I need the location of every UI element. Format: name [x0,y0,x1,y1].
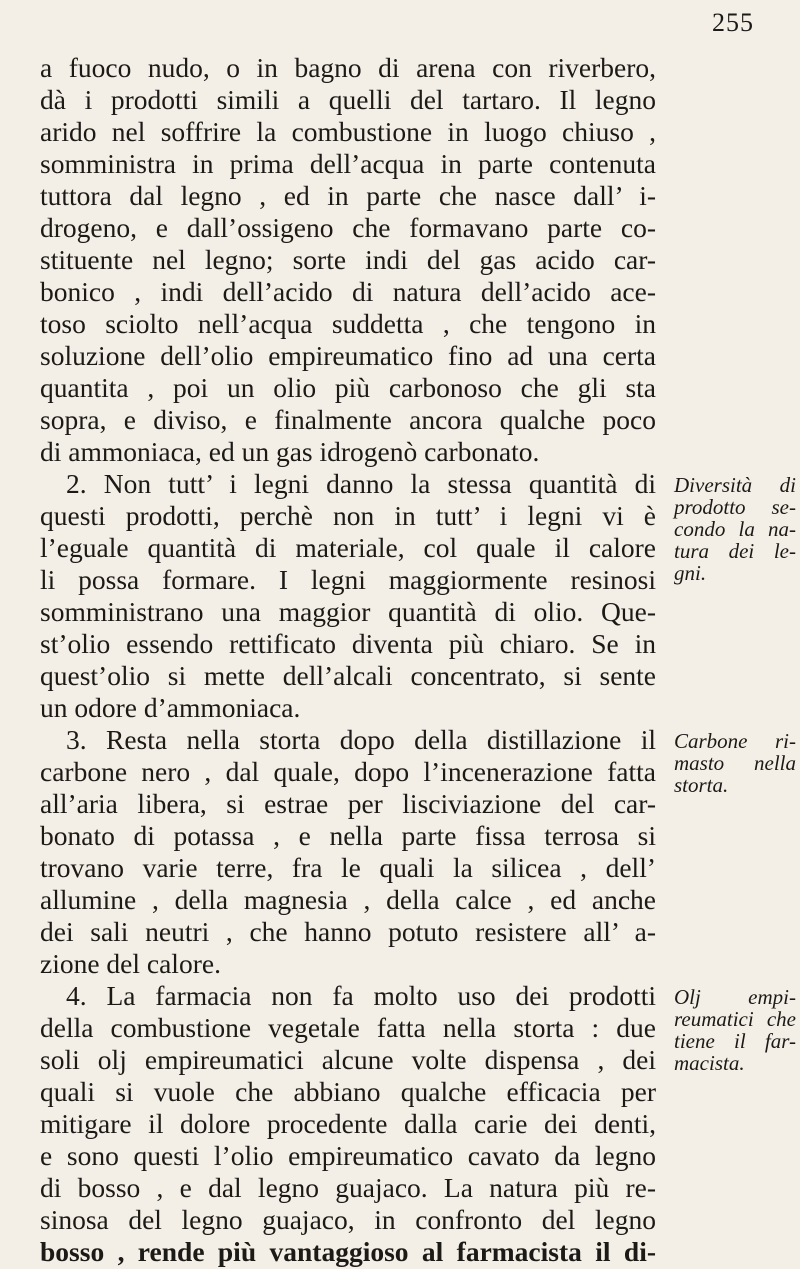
body-line: quali si vuole che abbiano qualche efficacia per [40,1076,656,1107]
body-line: dei sali neutri , che hanno potuto resistere all’ a- [40,916,656,947]
body-line: carbone nero , dal quale, dopo l’incenerazione fatta [40,756,656,787]
body-line: st’olio essendo rettificato diventa più chiaro. Se in [40,628,656,659]
margin-note-line: tiene il far- [674,1029,796,1053]
body-line: trovano varie terre, fra le quali la silicea , dell’ [40,852,656,883]
body-line: li possa formare. I legni maggiormente resinosi [40,564,656,595]
body-line: zione del calore. [40,948,221,979]
body-line: soli olj empireumatici alcune volte dispensa , dei [40,1044,656,1075]
body-line: bonato di potassa , e nella parte fissa terrosa si [40,820,656,851]
margin-note-line: prodotto se- [674,495,796,519]
body-line: toso sciolto nell’acqua suddetta , che tengono in [40,308,656,339]
paragraph-start: 2. Non tutt’ i legni danno la stessa quantità di [66,468,656,499]
body-line: e sono questi l’olio empireumatico cavato da legno [40,1140,656,1171]
body-line: allumine , della magnesia , della calce , ed anche [40,884,656,915]
body-line: quantita , poi un olio più carbonoso che gli sta [40,372,656,403]
body-line: di ammoniaca, ed un gas idrogenò carbonato. [40,436,540,467]
body-line: sinosa del legno guajaco, in confronto del legno [40,1204,656,1235]
body-line: a fuoco nudo, o in bagno di arena con riverbero, [40,52,656,83]
body-line: di bosso , e dal legno guajaco. La natura più re- [40,1172,656,1203]
margin-note-line: Diversità di [674,473,796,497]
body-line: drogeno, e dall’ossigeno che formavano parte co- [40,212,656,243]
margin-note-line: masto nella [674,751,796,775]
margin-note-line: reumatici che [674,1007,796,1031]
body-line: bosso , rende più vantaggioso al farmacista il di- [40,1236,656,1267]
body-line: bonico , indi dell’acido di natura dell’acido ace- [40,276,656,307]
paragraph-start: 3. Resta nella storta dopo della distillazione il [66,724,656,755]
margin-note-olj [674,986,796,1074]
page-number: 255 [712,8,754,37]
margin-note-line: Carbone ri- [674,729,796,753]
body-line: all’aria libera, si estrae per lisciviazione del car- [40,788,656,819]
margin-note-line: tura dei le- [674,539,796,563]
margin-note-carbone [674,730,796,796]
body-line: mitigare il dolore procedente dalla carie dei denti, [40,1108,656,1139]
body-line: arido nel soffrire la combustione in luogo chiuso , [40,116,656,147]
margin-note-line: storta. [674,773,729,797]
body-line: dà i prodotti simili a quelli del tartaro. Il legno [40,84,656,115]
body-line: della combustione vegetale fatta nella storta : due [40,1012,656,1043]
body-line: tuttora dal legno , ed in parte che nasce dall’ i- [40,180,656,211]
body-line: somministrano una maggior quantità di olio. Que- [40,596,656,627]
margin-note-diversita [674,474,796,584]
body-line: soluzione dell’olio empireumatico fino ad una certa [40,340,656,371]
body-line: stituente nel legno; sorte indi del gas acido car- [40,244,656,275]
margin-note-line: macista. [674,1051,745,1075]
body-line: somministra in prima dell’acqua in parte contenuta [40,148,656,179]
margin-note-line: gni. [674,561,707,585]
body-line: sopra, e diviso, e finalmente ancora qualche poco [40,404,656,435]
paragraph-start: 4. La farmacia non fa molto uso dei prodotti [66,980,656,1011]
body-line: un odore d’ammoniaca. [40,692,301,723]
margin-note-line: Olj empi- [674,985,796,1009]
body-line: l’eguale quantità di materiale, col quale il calore [40,532,656,563]
body-line: quest’olio si mette dell’alcali concentrato, si sente [40,660,656,691]
body-line: questi prodotti, perchè non in tutt’ i legni vi è [40,500,656,531]
margin-note-line: condo la na- [674,517,796,541]
